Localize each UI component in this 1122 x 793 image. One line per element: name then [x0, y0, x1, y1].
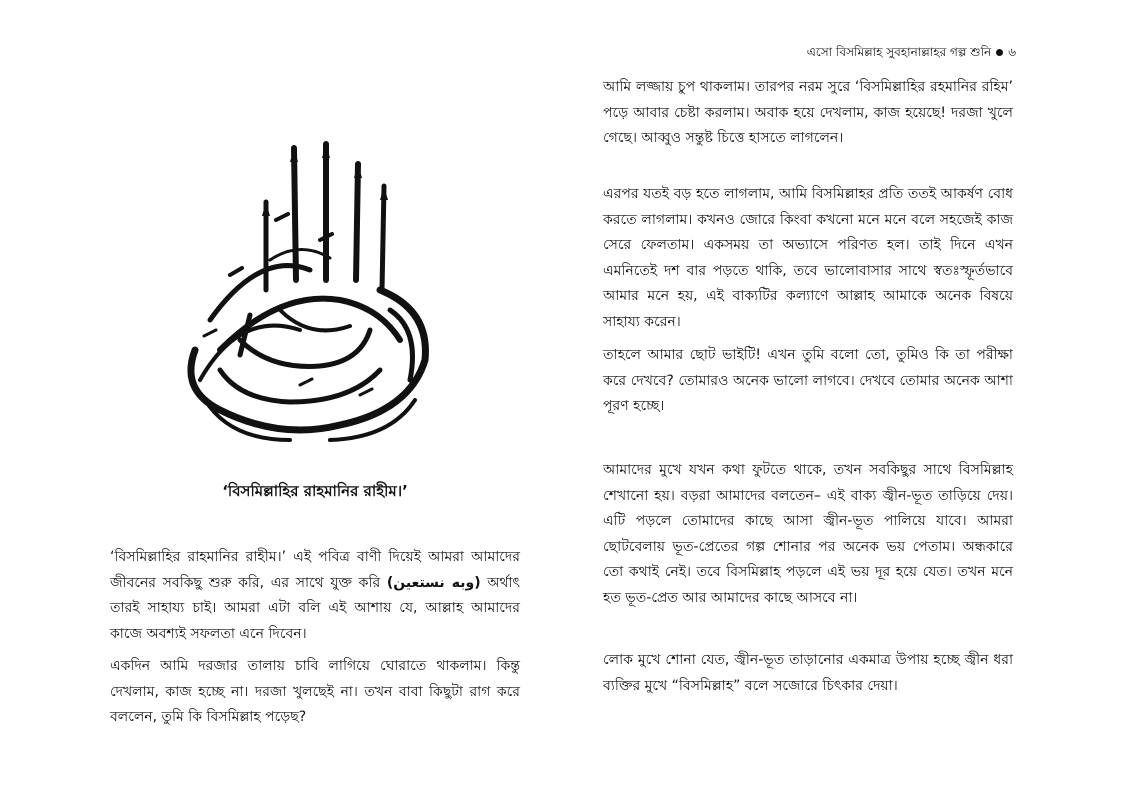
left-paragraph-1-text-a: ‘বিসমিল্লাহির রাহমানির রাহীম।’ এই পবিত্র বাণী দিয়েই আমরা আমাদের জীবনের সবকিছু শুরু করি, এর সাথে যুক্ত করি — [110, 549, 520, 591]
bullet-dot-icon — [996, 49, 1003, 56]
page-number: ৬ — [1008, 45, 1016, 59]
running-title: এসো বিসমিল্লাহ সুবহানাল্লাহর গল্প শুনি — [806, 45, 992, 59]
right-paragraph-2: এরপর যতই বড় হতে লাগলাম, আমি বিসমিল্লাহর প্রতি ততই আকর্ষণ বোধ করতে লাগলাম। কখনও জোরে কিংবা কখনো মনে মনে বলে সহজেই কাজ সেরে ফেলতাম। একসময় তা অভ্যাসে পরিণত হল। তাই দিনে এখন এমনিতেই দশ বার পড়তে থাকি, তবে ভালোবাসার সাথে স্বতঃস্ফূর্তভাবে আমার মনে হয়, এই বাক্যটির কল্যাণে আল্লাহ আমাকে অনেক বিষয়ে সাহায্য করেন। — [603, 186, 1013, 330]
right-paragraph-5: লোক মুখে শোনা যেত, জ্বীন-ভূত তাড়ানোর একমাত্র উপায় হচ্ছে জ্বীন ধরা ব্যক্তির মুখে “বিসমিল্লাহ” বলে সজোরে চিৎকার দেয়া। — [603, 652, 1013, 694]
calligraphy-caption: ‘বিসমিল্লাহির রাহমানির রাহীম।’ — [222, 482, 408, 500]
right-paragraph-3: তাহলে আমার ছোট ভাইটি! এখন তুমি বলো তো, তুমিও কি তা পরীক্ষা করে দেখবে? তোমারও অনেক ভালো লাগবে। দেখবে তোমার অনেক আশা পূরণ হচ্ছে। — [603, 347, 1013, 414]
right-page — [561, 0, 1122, 793]
left-paragraph-1-text-b: অর্থাৎ তারই সাহায্য চাই। আমরা এটা বলি এই আশায় যে, আল্লাহ আমাদের কাজে অবশ্যই সফলতা এনে দিবেন। — [110, 574, 520, 642]
arabic-phrase: (وبه نستعين) — [386, 574, 481, 591]
right-paragraph-4: আমাদের মুখে যখন কথা ফুটতে থাকে, তখন সবকিছুর সাথে বিসমিল্লাহ শেখানো হয়। বড়রা আমাদের বলতেন– এই বাক্য জ্বীন-ভূত তাড়িয়ে দেয়। এটি পড়লে তোমাদের কাছে আসা জ্বীন-ভূত পালিয়ে যাবে। আমরা ছোটবেলায় ভূত-প্রেতের গল্প শোনার পর অনেক ভয় পেতাম। অন্ধকারে তো কথাই নেই। তবে বিসমিল্লাহ পড়লে এই ভয় দূর হয়ে যেত। তখন মনে হত ভূত-প্রেত আর আমাদের কাছে আসবে না। — [603, 462, 1013, 606]
left-paragraph-1 — [110, 545, 520, 647]
right-paragraph-1: আমি লজ্জায় চুপ থাকলাম। তারপর নরম সুরে ‘বিসমিল্লাহির রহমানির রহিম’ পড়ে আবার চেষ্টা করলাম। অবাক হয়ে দেখলাম, কাজ হয়েছে! দরজা খুলে গেছে। আব্বুও সন্তুষ্ট চিত্তে হাসতে লাগলেন। — [603, 79, 1013, 146]
bismillah-calligraphy-icon — [180, 140, 440, 450]
left-paragraph-2: একদিন আমি দরজার তালায় চাবি লাগিয়ে ঘোরাতে থাকলাম। কিন্তু দেখলাম, কাজ হচ্ছে না। দরজা খুলছেই না। তখন বাবা কিছুটা রাগ করে বললেন, তুমি কি বিসমিল্লাহ পড়েছ? — [110, 658, 520, 725]
running-header — [807, 44, 1016, 64]
